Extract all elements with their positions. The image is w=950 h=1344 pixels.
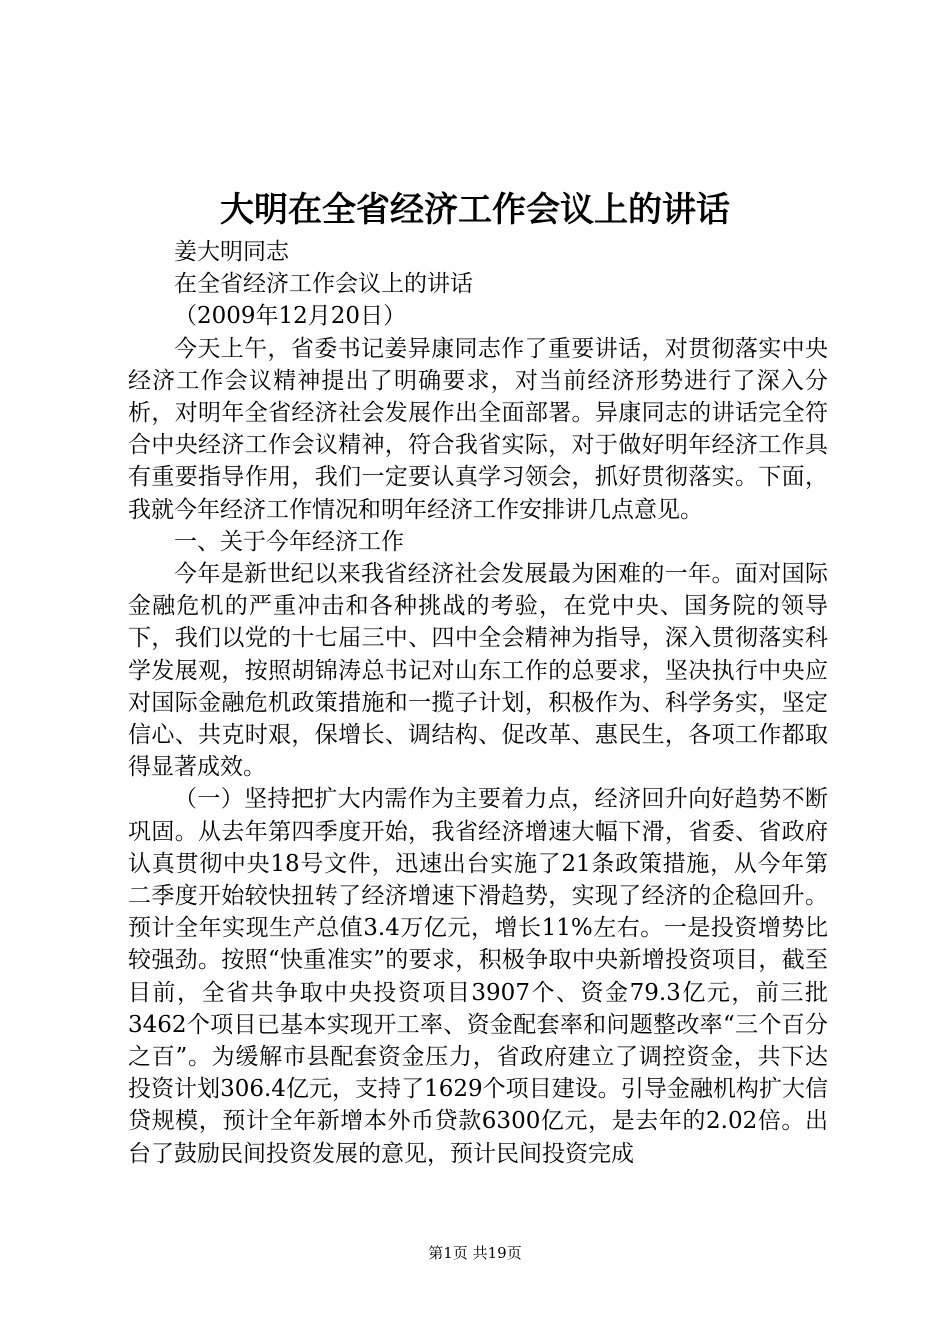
date-line: （2009年12月20日） [174, 303, 407, 330]
document-title: 大明在全省经济工作会议上的讲话 [220, 190, 730, 230]
speaker-line: 姜大明同志 [174, 239, 289, 265]
page-footer: 第1页 共19页 [428, 1244, 522, 1262]
section-heading: 一、关于今年经济工作 [174, 528, 404, 555]
body-paragraph: 今年是新世纪以来我省经济社会发展最为困难的一年。面对国际金融危机的严重冲击和各种挑战的考验，在党中央、国务院的领导下，我们以党的十七届三中、四中全会精神为指导，深入贯彻落实科学发展观，按照胡锦涛总书记对山东工作的总要求，坚决执行中央应对国际金融危机政策措施和一揽子计划，积极作为、科学务实，坚定信心、共克时艰，保增长、调结构、促改革、惠民生，各项工作都取得显著成效。 [128, 561, 828, 781]
body-paragraph: （一）坚持把扩大内需作为主要着力点，经济回升向好趋势不断巩固。从去年第四季度开始，我省经济增速大幅下滑，省委、省政府认真贯彻中央18号文件，迅速出台实施了21条政策措施，从今年第二季度开始较快扭转了经济增速下滑趋势，实现了经济的企稳回升。预计全年实现生产总值3.4万亿元，增长11%左右。一是投资增势比较强劲。按照“快重准实”的要求，积极争取中央新增投资项目，截至目前，全省共争取中央投资项目3907个、资金79.3亿元，前三批3462个项目已基本实现开工率、资金配套率和问题整改率“三个百分之百”。为缓解市县配套资金压力，省政府建立了调控资金，共下达投资计划306.4亿元，支持了1629个项目建设。引导金融机构扩大信贷规模，预计全年新增本外币贷款6300亿元，是去年的2.02倍。出台了鼓励民间投资发展的意见，预计民间投资完成 [128, 786, 828, 1167]
document-body [128, 236, 828, 1170]
subtitle-line: 在全省经济工作会议上的讲话 [174, 271, 473, 298]
body-paragraph: 今天上午，省委书记姜异康同志作了重要讲话，对贯彻落实中央经济工作会议精神提出了明确要求，对当前经济形势进行了深入分析，对明年全省经济社会发展作出全面部署。异康同志的讲话完全符合中央经济工作会议精神，符合我省实际，对于做好明年经济工作具有重要指导作用，我们一定要认真学习领会，抓好贯彻落实。下面，我就今年经济工作情况和明年经济工作安排讲几点意见。 [128, 335, 828, 523]
